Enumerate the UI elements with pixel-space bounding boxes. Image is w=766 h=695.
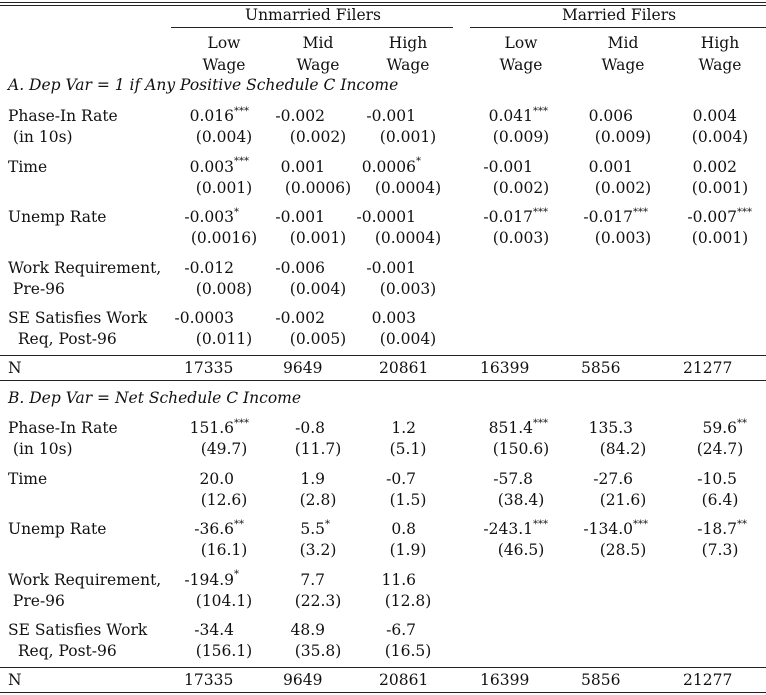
coef-cell: [372, 309, 436, 327]
coef-cell: -0.017***: [483, 206, 548, 226]
se-cell: (28.5): [599, 541, 647, 559]
coef-value: -34.4: [194, 621, 234, 639]
se-cell: (0.001): [289, 229, 347, 247]
se-cell: (0.009): [492, 128, 550, 146]
coef-value: -0.001: [366, 258, 416, 277]
se-cell: (0.003): [594, 229, 652, 247]
row-label: Phase-In Rate: [8, 107, 118, 125]
coef-value: 0.001: [280, 157, 325, 176]
coef-cell: -36.6**: [194, 518, 244, 538]
n-value: 16399: [480, 671, 530, 689]
row-label: SE Satisfies Work: [8, 621, 148, 639]
group-header-unmarried: Unmarried Filers: [245, 6, 381, 24]
column-header-line1: High: [388, 34, 428, 52]
row-label-cont: (in 10s): [8, 440, 73, 458]
row-label: Unemp Rate: [8, 520, 107, 538]
se-cell: (16.5): [384, 642, 432, 660]
coef-value: 48.9: [290, 621, 325, 639]
coef-cell: -134.0***: [583, 518, 648, 538]
column-header-line2: Wage: [296, 56, 340, 74]
coef-value: 0.002: [692, 157, 737, 176]
coef-value: -27.6: [593, 469, 633, 488]
coef-value: -0.007: [687, 208, 737, 226]
se-cell: (0.004): [195, 128, 253, 146]
column-header-line2: Wage: [601, 56, 645, 74]
coef-cell: 59.6**: [702, 417, 747, 437]
se-cell: (0.003): [379, 279, 437, 298]
coef-cell: [281, 158, 345, 176]
column-header-line2: Wage: [202, 56, 246, 74]
coef-cell: [589, 107, 653, 125]
coef-value: 851.4: [488, 419, 533, 437]
se-cell: (3.2): [299, 541, 337, 559]
coef-value: 0.8: [391, 520, 416, 538]
se-cell: (0.003): [492, 229, 550, 247]
coef-value: -194.9: [184, 570, 234, 589]
coef-value: -0.001: [366, 107, 416, 125]
group-underline-married: [470, 27, 766, 28]
row-label: Time: [8, 469, 48, 488]
se-cell: (0.002): [594, 178, 652, 197]
row-label: Phase-In Rate: [8, 419, 118, 437]
coef-cell: 0.041***: [488, 105, 548, 125]
coef-value: -10.5: [697, 469, 737, 488]
coef-value: -0.002: [275, 309, 325, 327]
n-row-top-rule: [0, 355, 766, 356]
row-label-cont: Pre-96: [8, 591, 65, 610]
se-cell: (0.009): [594, 128, 652, 146]
coef-value: -0.001: [275, 208, 325, 226]
coef-value: -0.0003: [174, 309, 234, 327]
coef-cell: -18.7**: [697, 518, 747, 538]
coef-cell: [300, 470, 345, 488]
coef-cell: -0.003*: [184, 206, 239, 226]
se-cell: (0.005): [289, 330, 347, 348]
n-value: 20861: [379, 359, 429, 377]
n-value: 21277: [683, 671, 733, 689]
top-rule: [0, 2, 766, 3]
row-label: SE Satisfies Work: [8, 309, 148, 327]
coef-cell: [483, 158, 553, 176]
coef-value: -57.8: [493, 469, 533, 488]
coef-value: 20.0: [199, 469, 234, 488]
se-cell: (7.3): [701, 541, 739, 559]
coef-cell: [357, 208, 436, 226]
coef-cell: [381, 571, 436, 589]
coef-value: 11.6: [381, 570, 416, 589]
coef-value: -0.0001: [356, 208, 416, 226]
coef-value: -0.003: [184, 208, 234, 226]
coef-cell: -243.1***: [483, 518, 548, 538]
coef-cell: 5.5*: [300, 518, 330, 538]
coef-value: 0.001: [588, 157, 633, 176]
row-label: Work Requirement,: [8, 258, 162, 277]
coef-cell: 0.016***: [189, 105, 249, 125]
coef-value: 59.6: [702, 419, 737, 437]
n-value: 20861: [379, 671, 429, 689]
se-cell: (0.001): [691, 229, 749, 247]
coef-value: -134.0: [583, 520, 633, 538]
se-cell: (84.2): [599, 440, 647, 458]
coef-cell: [300, 571, 345, 589]
coef-value: -243.1: [483, 520, 533, 538]
coef-cell: 0.003***: [189, 156, 249, 176]
coef-cell: -0.017***: [583, 206, 648, 226]
row-label-cont: Req, Post-96: [8, 330, 117, 348]
se-cell: (0.004): [691, 128, 749, 146]
coef-value: 1.9: [300, 469, 325, 488]
coef-cell: [493, 470, 553, 488]
se-cell: (0.0016): [190, 229, 258, 247]
row-label: Work Requirement,: [8, 570, 162, 589]
coef-cell: [693, 107, 757, 125]
coef-value: -18.7: [697, 520, 737, 538]
row-label-cont: (in 10s): [8, 128, 73, 146]
coef-cell: [199, 470, 254, 488]
n-value: 16399: [480, 359, 530, 377]
column-header-line1: Mid: [302, 34, 334, 52]
coef-cell: [290, 621, 345, 639]
coef-value: 0.003: [189, 157, 234, 176]
coef-cell: 851.4***: [488, 417, 548, 437]
coef-value: 151.6: [189, 419, 234, 437]
column-header-line1: Mid: [607, 34, 639, 52]
group-header-married: Married Filers: [561, 6, 677, 24]
se-cell: (12.6): [200, 490, 248, 509]
coef-cell: [275, 107, 345, 125]
coef-value: -0.8: [295, 419, 325, 437]
panel-title: B. Dep Var = Net Schedule C Income: [8, 389, 302, 407]
coef-cell: -0.007***: [687, 206, 752, 226]
coef-cell: [194, 621, 254, 639]
coef-cell: [693, 158, 757, 176]
se-cell: (0.001): [379, 128, 437, 146]
coef-value: -0.002: [275, 107, 325, 125]
se-cell: (1.5): [389, 490, 427, 509]
coef-cell: [386, 470, 436, 488]
se-cell: (11.7): [294, 440, 342, 458]
se-cell: (12.8): [384, 591, 432, 610]
se-cell: (0.011): [195, 330, 253, 348]
coef-cell: [391, 419, 436, 437]
n-value: 9649: [283, 671, 323, 689]
panel-title: A. Dep Var = 1 if Any Positive Schedule C Income: [8, 76, 399, 94]
coef-value: 0.041: [488, 107, 533, 125]
se-cell: (46.5): [497, 541, 545, 559]
coef-value: -36.6: [194, 520, 234, 538]
coef-value: -0.001: [483, 157, 533, 176]
coef-cell: [593, 470, 653, 488]
se-cell: (5.1): [389, 440, 427, 458]
coef-value: 135.3: [588, 419, 633, 437]
se-cell: (0.004): [289, 279, 347, 298]
column-header-line2: Wage: [499, 56, 543, 74]
n-value: 17335: [184, 359, 234, 377]
coef-cell: [275, 208, 345, 226]
se-cell: (0.002): [289, 128, 347, 146]
coef-value: 0.016: [189, 107, 234, 125]
coef-cell: [175, 309, 254, 327]
se-cell: (16.1): [200, 541, 248, 559]
coef-value: -0.017: [483, 208, 533, 226]
n-row-top-rule: [0, 667, 766, 668]
se-cell: (0.0004): [374, 178, 442, 197]
coef-value: 0.0006: [361, 157, 416, 176]
column-header-line1: Low: [504, 34, 538, 52]
se-cell: (22.3): [294, 591, 342, 610]
se-cell: (156.1): [195, 642, 253, 660]
coef-value: -0.7: [386, 469, 416, 488]
coef-cell: [366, 259, 436, 277]
bottom-rule: [0, 692, 766, 693]
coef-value: -0.012: [184, 258, 234, 277]
coef-cell: [275, 309, 345, 327]
n-value: 5856: [581, 359, 621, 377]
column-header-line1: Low: [207, 34, 241, 52]
row-label-cont: Req, Post-96: [8, 642, 117, 660]
coef-cell: -194.9*: [184, 569, 239, 589]
coef-value: -0.017: [583, 208, 633, 226]
coef-value: 7.7: [300, 570, 325, 589]
se-cell: (0.002): [492, 178, 550, 197]
se-cell: (150.6): [492, 440, 550, 458]
coef-value: 5.5: [300, 520, 325, 538]
coef-value: -0.006: [275, 258, 325, 277]
coef-value: 1.2: [391, 419, 416, 437]
row-label-cont: Pre-96: [8, 279, 65, 298]
se-cell: (35.8): [294, 642, 342, 660]
se-cell: (6.4): [701, 490, 739, 509]
coef-cell: [184, 259, 254, 277]
se-cell: (2.8): [299, 490, 337, 509]
n-value: 9649: [283, 359, 323, 377]
coef-cell: [589, 419, 653, 437]
coef-cell: [386, 621, 436, 639]
coef-cell: [697, 470, 757, 488]
coef-value: 0.003: [371, 309, 416, 327]
coef-cell: 0.0006*: [361, 156, 421, 176]
row-label: Unemp Rate: [8, 208, 107, 226]
coef-value: 0.006: [588, 107, 633, 125]
n-value: 21277: [683, 359, 733, 377]
se-cell: (21.6): [599, 490, 647, 509]
coef-cell: [391, 520, 436, 538]
coef-cell: [275, 259, 345, 277]
group-underline-unmarried: [171, 27, 453, 28]
se-cell: (104.1): [195, 591, 253, 610]
se-cell: (0.0004): [374, 229, 442, 247]
coef-cell: [366, 107, 436, 125]
se-cell: (0.0006): [284, 178, 352, 197]
row-label: Time: [8, 157, 48, 176]
column-header-line2: Wage: [698, 56, 742, 74]
coef-value: -6.7: [386, 621, 416, 639]
se-cell: (0.004): [379, 330, 437, 348]
n-value: 17335: [184, 671, 234, 689]
se-cell: (49.7): [200, 440, 248, 458]
coef-value: 0.004: [692, 107, 737, 125]
column-header-line2: Wage: [386, 56, 430, 74]
se-cell: (0.001): [691, 178, 749, 197]
se-cell: (1.9): [389, 541, 427, 559]
se-cell: (0.008): [195, 279, 253, 298]
coef-cell: [589, 158, 653, 176]
se-cell: (38.4): [497, 490, 545, 509]
coef-cell: [295, 419, 345, 437]
panel-separator-rule: [0, 380, 766, 381]
n-label: N: [8, 671, 22, 689]
column-header-line1: High: [700, 34, 740, 52]
se-cell: (24.7): [696, 440, 744, 458]
se-cell: (0.001): [195, 178, 253, 197]
coef-cell: 151.6***: [189, 417, 249, 437]
n-label: N: [8, 359, 22, 377]
n-value: 5856: [581, 671, 621, 689]
